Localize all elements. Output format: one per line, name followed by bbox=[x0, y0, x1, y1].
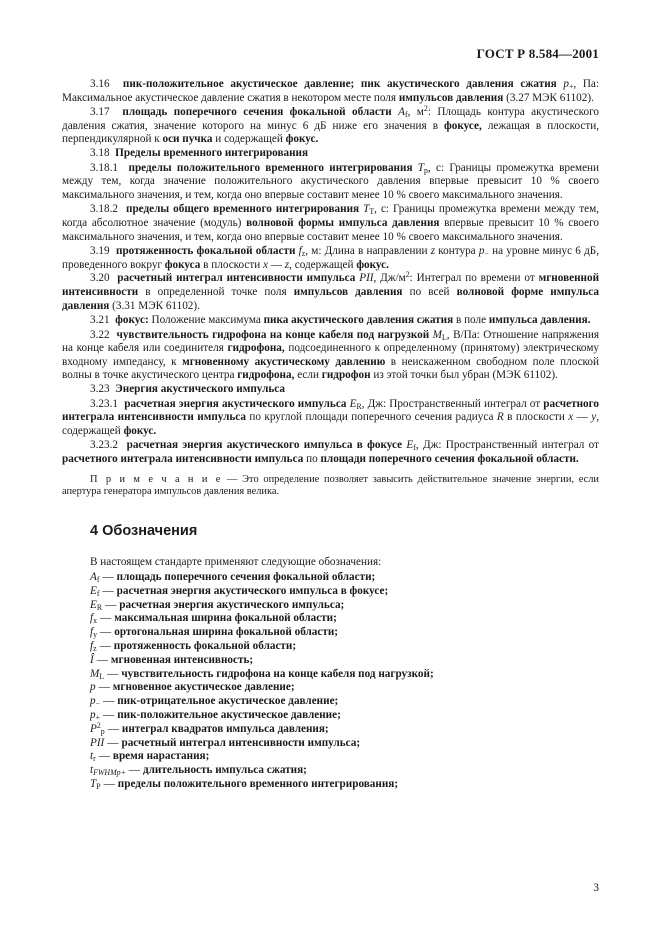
list-item: $f_x$ — максимальная ширина фокальной области; bbox=[90, 612, 337, 626]
page-number: 3 bbox=[593, 882, 599, 894]
list-item: $f_y$ — ортогональная ширина фокальной области; bbox=[90, 626, 339, 640]
paragraph-3-17: 3.17 площадь поперечного сечения фокальной области $A_f$, $м^2$: Площадь контура акустического давления сжатия, значение которого на минус 6 дБ ниже его значения в фокусе, лежащая в плоскости, перпендикулярной к оси пучка и содержащей фокус. bbox=[62, 104, 599, 146]
paragraph-3-18: 3.18 Пределы временного интегрирования bbox=[90, 146, 309, 159]
list-item: $E_f$ — расчетная энергия акустического импульса в фокусе; bbox=[90, 584, 389, 598]
list-item: $t_r$ — время нарастания; bbox=[90, 750, 210, 764]
list-item: $M_L$ — чувствительность гидрофона на конце кабеля под нагрузкой; bbox=[90, 667, 434, 681]
document-standard-header: ГОСТ Р 8.584—2001 bbox=[476, 46, 599, 61]
paragraph-3-22: 3.22 чувствительность гидрофона на конце кабеля под нагрузкой $M_L$, В/Па: Отношение напряжения на конце кабеля или соединителя гидрофона, подсоединенного к определенному (принятому) электрическому входному импедансу, к мгновенному акустическому давлению в неискаженном свободном поле плоской волны в точке акустического центра гидрофона, если гидрофон из этой точки был убран (МЭК 61102). bbox=[62, 328, 600, 382]
note-label: П р и м е ч а н и е bbox=[90, 473, 223, 485]
document-body bbox=[62, 78, 599, 792]
symbols-list bbox=[90, 571, 599, 792]
paragraph-3-20: 3.20 расчетный интеграл интенсивности импульса PII, $Дж/м^2$: Интеграл по времени от мгновенной интенсивности в определенной точке поля импульсов давления по всей волновой форме импульса давления (3.31 МЭК 61102). bbox=[62, 270, 600, 312]
paragraph-3-18-2: 3.18.2 пределы общего временного интегрирования $T_T$, с: Границы промежутка времени между тем, когда абсолютное значение (модуль) волновой формы импульса давления впервые превысит 10 % своего максимального значения, и тем, когда оно впервые составит менее 10 % своего максимального значения. bbox=[62, 203, 599, 243]
list-item: $E_R$ — расчетная энергия акустического импульса; bbox=[90, 598, 345, 612]
paragraph-3-21: 3.21 фокус: Положение максимума пика акустического давления сжатия в поле импульса давления. bbox=[90, 314, 591, 327]
section-4-intro: В настоящем стандарте применяют следующие обозначения: bbox=[90, 556, 382, 569]
list-item: p — мгновенное акустическое давление; bbox=[90, 681, 295, 694]
list-item: $T_P$ — пределы положительного временного интегрирования; bbox=[90, 777, 399, 791]
note-text: — Это определение позволяет завысить действительное значение энергии, если апертура генератора импульсов давления велика. bbox=[62, 473, 599, 498]
paragraph-3-23-2: 3.23.2 расчетная энергия акустического импульса в фокусе $E_f$, Дж: Пространственный интеграл от расчетного интеграла интенсивности импульса по площади поперечного сечения фокальной области. bbox=[62, 439, 599, 466]
list-item: $p_+$ — пик-положительное акустическое давление; bbox=[90, 708, 341, 722]
paragraph-3-16: 3.16 пик-положительное акустическое давление; пик акустического давления сжатия $p_+$, Па: Максимальное акустическое давление сжатия в некотором месте поля импульсов давления (3.27 МЭК 61102). bbox=[62, 78, 600, 104]
list-item: $f_z$ — протяженность фокальной области; bbox=[90, 639, 297, 653]
list-item: PII — расчетный интеграл интенсивности импульса; bbox=[90, 736, 361, 749]
section-4-heading: 4 Обозначения bbox=[90, 522, 198, 539]
paragraph-3-18-1: 3.18.1 пределы положительного временного интегрирования $T_p$, с: Границы промежутка времени между тем, когда значение положительного акустического давления впервые превысит 10 % своего максимального значения, и тем, когда оно впервые составит менее 10 % своего максимального значения. bbox=[62, 161, 600, 201]
list-item: Î — мгновенная интенсивность; bbox=[90, 653, 254, 666]
list-item: $A_f$ — площадь поперечного сечения фокальной области; bbox=[90, 571, 376, 584]
paragraph-3-23-1: 3.23.1 расчетная энергия акустического импульса $E_R$, Дж: Пространственный интеграл от расчетного интеграла интенсивности импульса по круглой площади поперечного сечения радиуса R в плоскости x — y, содержащей фокус. bbox=[62, 397, 600, 437]
note-paragraph bbox=[62, 474, 599, 499]
list-item: $t_{FWHMp+}$ — длительность импульса сжатия; bbox=[90, 764, 307, 778]
paragraph-3-19: 3.19 протяженность фокальной области $f_z$, м: Длина в направлении z контура $p_-$ на уровне минус 6 дБ, проведенного вокруг фокуса в плоскости x — z, содержащей фокус. bbox=[62, 245, 600, 271]
list-item: $P^2_p$ — интеграл квадратов импульса давления; bbox=[90, 720, 329, 736]
paragraph-3-23: 3.23 Энергия акустического импульса bbox=[90, 383, 285, 396]
list-item: $p_-$ — пик-отрицательное акустическое давление; bbox=[90, 695, 339, 709]
